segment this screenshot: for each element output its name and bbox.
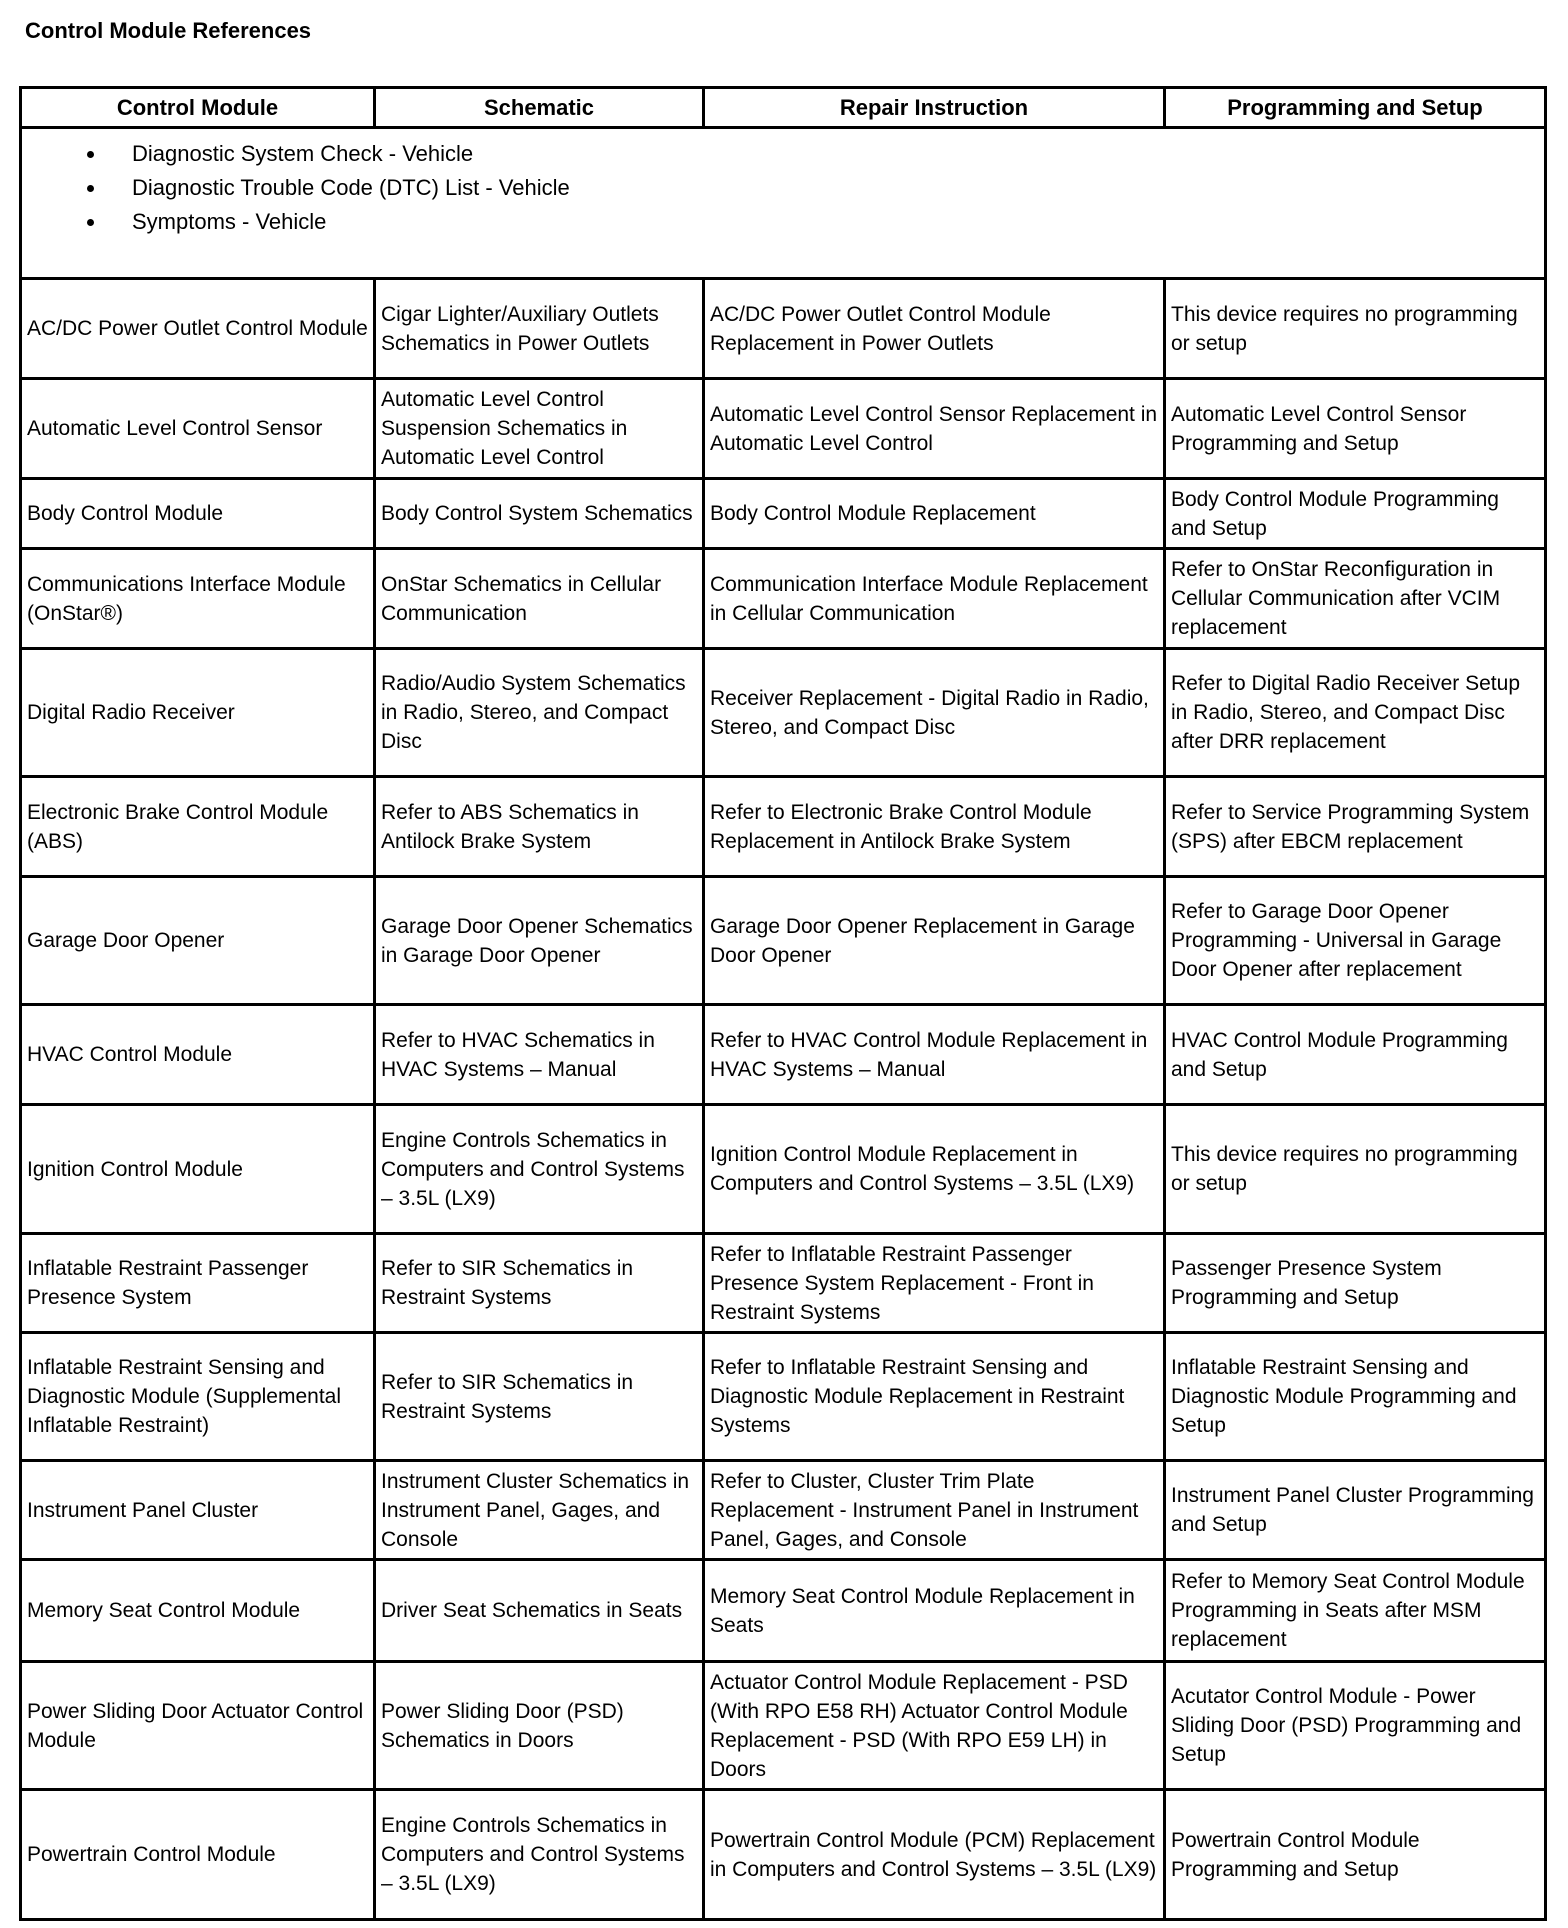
header-row [21,88,1546,128]
programming-setup-link[interactable]: Passenger Presence System Programming and Setup [1165,1234,1546,1333]
repair-instruction-link[interactable]: Communication Interface Module Replacement in Cellular Communication [704,549,1165,649]
schematic-link[interactable]: Radio/Audio System Schematics in Radio, Stereo, and Compact Disc [375,649,704,777]
schematic-link[interactable]: Engine Controls Schematics in Computers and Control Systems – 3.5L (LX9) [375,1790,704,1920]
page-title: Control Module References [25,18,312,43]
schematic-link[interactable]: Body Control System Schematics [375,479,704,549]
control-module-table [19,86,1547,1921]
repair-instruction-link[interactable]: Powertrain Control Module (PCM) Replacement in Computers and Control Systems – 3.5L (LX9) [704,1790,1165,1920]
repair-instruction-link[interactable]: Refer to Electronic Brake Control Module Replacement in Antilock Brake System [704,777,1165,877]
repair-instruction-link[interactable]: Refer to Inflatable Restraint Passenger Presence System Replacement - Front in Restraint Systems [704,1234,1165,1333]
control-module-cell: Garage Door Opener [21,877,375,1005]
schematic-link[interactable]: Automatic Level Control Suspension Schematics in Automatic Level Control [375,379,704,479]
table-row [21,649,1546,777]
programming-setup-link[interactable]: HVAC Control Module Programming and Setup [1165,1005,1546,1105]
repair-instruction-link[interactable]: Memory Seat Control Module Replacement in Seats [704,1560,1165,1662]
programming-setup-link[interactable]: Inflatable Restraint Sensing and Diagnostic Module Programming and Setup [1165,1333,1546,1461]
programming-setup-link[interactable]: Refer to OnStar Reconfiguration in Cellular Communication after VCIM replacement [1165,549,1546,649]
header-repair-instruction: Repair Instruction [704,88,1165,128]
programming-setup-link[interactable]: Automatic Level Control Sensor Programming and Setup [1165,379,1546,479]
control-module-cell: Ignition Control Module [21,1105,375,1234]
programming-setup-link[interactable]: Powertrain Control Module Programming and Setup [1165,1790,1546,1920]
programming-setup-link[interactable]: Acutator Control Module - Power Sliding Door (PSD) Programming and Setup [1165,1662,1546,1790]
schematic-link[interactable]: Refer to ABS Schematics in Antilock Brake System [375,777,704,877]
repair-instruction-link[interactable]: Actuator Control Module Replacement - PSD (With RPO E58 RH) Actuator Control Module Replacement - PSD (With RPO E59 LH) in Doors [704,1662,1165,1790]
control-module-cell: AC/DC Power Outlet Control Module [21,279,375,379]
repair-instruction-link[interactable]: Refer to HVAC Control Module Replacement in HVAC Systems – Manual [704,1005,1165,1105]
programming-setup-link[interactable]: Refer to Service Programming System (SPS) after EBCM replacement [1165,777,1546,877]
control-module-cell: HVAC Control Module [21,1005,375,1105]
table-row [21,1333,1546,1461]
repair-instruction-link[interactable]: Receiver Replacement - Digital Radio in Radio, Stereo, and Compact Disc [704,649,1165,777]
control-module-cell: Instrument Panel Cluster [21,1461,375,1560]
table-row [21,1560,1546,1662]
repair-instruction-link[interactable]: Ignition Control Module Replacement in Computers and Control Systems – 3.5L (LX9) [704,1105,1165,1234]
schematic-link[interactable]: Power Sliding Door (PSD) Schematics in Doors [375,1662,704,1790]
table-row [21,877,1546,1005]
table-row [21,1105,1546,1234]
programming-setup-link[interactable]: Refer to Digital Radio Receiver Setup in Radio, Stereo, and Compact Disc after DRR replacement [1165,649,1546,777]
table-row [21,1234,1546,1333]
programming-setup-link[interactable]: This device requires no programming or setup [1165,1105,1546,1234]
schematic-link[interactable]: Refer to SIR Schematics in Restraint Systems [375,1234,704,1333]
control-module-cell: Communications Interface Module (OnStar®) [21,549,375,649]
programming-setup-link[interactable]: Instrument Panel Cluster Programming and Setup [1165,1461,1546,1560]
programming-setup-link[interactable]: This device requires no programming or setup [1165,279,1546,379]
schematic-link[interactable]: Cigar Lighter/Auxiliary Outlets Schematics in Power Outlets [375,279,704,379]
schematic-link[interactable]: OnStar Schematics in Cellular Communication [375,549,704,649]
general-links-row [21,128,1546,279]
schematic-link[interactable]: Refer to HVAC Schematics in HVAC Systems – Manual [375,1005,704,1105]
control-module-cell: Electronic Brake Control Module (ABS) [21,777,375,877]
table-row [21,279,1546,379]
control-module-cell: Inflatable Restraint Passenger Presence System [21,1234,375,1333]
schematic-link[interactable]: Engine Controls Schematics in Computers and Control Systems – 3.5L (LX9) [375,1105,704,1234]
general-links-list [27,137,1539,239]
table-row [21,777,1546,877]
schematic-link[interactable]: Garage Door Opener Schematics in Garage Door Opener [375,877,704,1005]
table-row [21,1461,1546,1560]
repair-instruction-link[interactable]: Refer to Cluster, Cluster Trim Plate Replacement - Instrument Panel in Instrument Panel, Gages, and Console [704,1461,1165,1560]
repair-instruction-link[interactable]: Refer to Inflatable Restraint Sensing and Diagnostic Module Replacement in Restraint Systems [704,1333,1165,1461]
programming-setup-link[interactable]: Body Control Module Programming and Setup [1165,479,1546,549]
repair-instruction-link[interactable]: Body Control Module Replacement [704,479,1165,549]
schematic-link[interactable]: Instrument Cluster Schematics in Instrument Panel, Gages, and Console [375,1461,704,1560]
table-row [21,1005,1546,1105]
link-symptoms[interactable]: • Symptoms - Vehicle [107,205,1539,239]
header-schematic: Schematic [375,88,704,128]
table-row [21,549,1546,649]
control-module-cell: Automatic Level Control Sensor [21,379,375,479]
control-module-cell: Body Control Module [21,479,375,549]
control-module-cell: Memory Seat Control Module [21,1560,375,1662]
schematic-link[interactable]: Refer to SIR Schematics in Restraint Systems [375,1333,704,1461]
header-programming-setup: Programming and Setup [1165,88,1546,128]
control-module-cell: Inflatable Restraint Sensing and Diagnostic Module (Supplemental Inflatable Restraint) [21,1333,375,1461]
link-diagnostic-system-check[interactable]: • Diagnostic System Check - Vehicle [107,137,1539,171]
programming-setup-link[interactable]: Refer to Garage Door Opener Programming - Universal in Garage Door Opener after replacement [1165,877,1546,1005]
programming-setup-link[interactable]: Refer to Memory Seat Control Module Programming in Seats after MSM replacement [1165,1560,1546,1662]
table-row [21,479,1546,549]
schematic-link[interactable]: Driver Seat Schematics in Seats [375,1560,704,1662]
repair-instruction-link[interactable]: AC/DC Power Outlet Control Module Replacement in Power Outlets [704,279,1165,379]
control-module-cell: Digital Radio Receiver [21,649,375,777]
table-row [21,1662,1546,1790]
header-control-module: Control Module [21,88,375,128]
control-module-cell: Power Sliding Door Actuator Control Module [21,1662,375,1790]
control-module-cell: Powertrain Control Module [21,1790,375,1920]
table-row [21,379,1546,479]
link-dtc-list[interactable]: • Diagnostic Trouble Code (DTC) List - Vehicle [107,171,1539,205]
repair-instruction-link[interactable]: Automatic Level Control Sensor Replacement in Automatic Level Control [704,379,1165,479]
repair-instruction-link[interactable]: Garage Door Opener Replacement in Garage Door Opener [704,877,1165,1005]
table-row [21,1790,1546,1920]
